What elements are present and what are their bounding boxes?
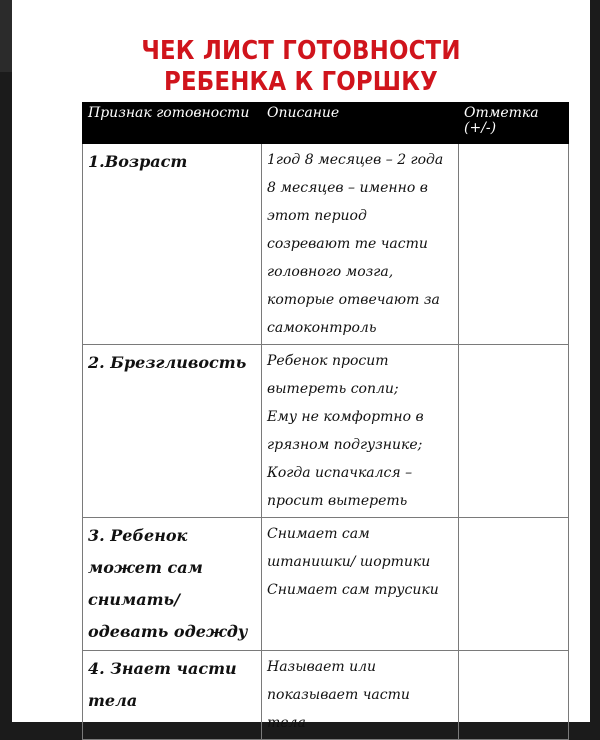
row-mark-cell[interactable] <box>459 144 569 345</box>
description-line: 8 месяцев – именно в <box>267 180 428 196</box>
description-line: Снимает сам трусики <box>267 582 439 598</box>
description-line: созревают те части <box>267 236 428 252</box>
table-row <box>83 345 569 518</box>
row-description <box>262 144 459 345</box>
row-description <box>262 345 459 518</box>
row-mark-cell[interactable] <box>459 518 569 651</box>
title-line-1: ЧЕК ЛИСТ ГОТОВНОСТИ <box>141 36 461 66</box>
description-line: Когда испачкался – <box>267 465 413 481</box>
description-line: которые отвечают за <box>267 292 440 308</box>
header-mark: Отметка (+/-) <box>459 103 569 144</box>
table-header-row <box>83 103 569 144</box>
description-line: головного мозга, <box>267 264 394 280</box>
description-line: Называет или <box>267 659 377 675</box>
row-mark-cell[interactable] <box>459 345 569 518</box>
checklist-table <box>82 102 569 740</box>
row-description <box>262 518 459 651</box>
header-sign: Признак готовности <box>83 103 262 144</box>
row-sign: 1.Возраст <box>83 144 262 345</box>
title-line-2: РЕБЕНКА К ГОРШКУ <box>164 67 438 97</box>
description-line: тела <box>267 715 306 731</box>
description-line: грязном подгузнике; <box>267 437 423 453</box>
description-line: 1год 8 месяцев – 2 года <box>267 152 444 168</box>
table-row <box>83 651 569 740</box>
description-line: этот период <box>267 208 367 224</box>
description-line: вытереть сопли; <box>267 381 399 397</box>
row-sign: 2. Брезгливость <box>83 345 262 518</box>
description-line: штанишки/ шортики <box>267 554 431 570</box>
header-description: Описание <box>262 103 459 144</box>
description-line: просит вытереть <box>267 493 408 509</box>
row-description <box>262 651 459 740</box>
window-edge <box>0 0 12 72</box>
row-mark-cell[interactable] <box>459 651 569 740</box>
page-title <box>47 36 556 98</box>
description-line: Снимает сам <box>267 526 370 542</box>
row-sign: 3. Ребенок может сам снимать/ одевать одежду <box>83 518 262 651</box>
description-line: Ребенок просит <box>267 353 389 369</box>
table-row <box>83 144 569 345</box>
document-page <box>12 0 590 731</box>
table-row <box>83 518 569 651</box>
description-line: показывает части <box>267 687 410 703</box>
description-line: Ему не комфортно в <box>267 409 424 425</box>
description-line: самоконтроль <box>267 320 377 336</box>
row-sign: 4. Знает части тела <box>83 651 262 740</box>
